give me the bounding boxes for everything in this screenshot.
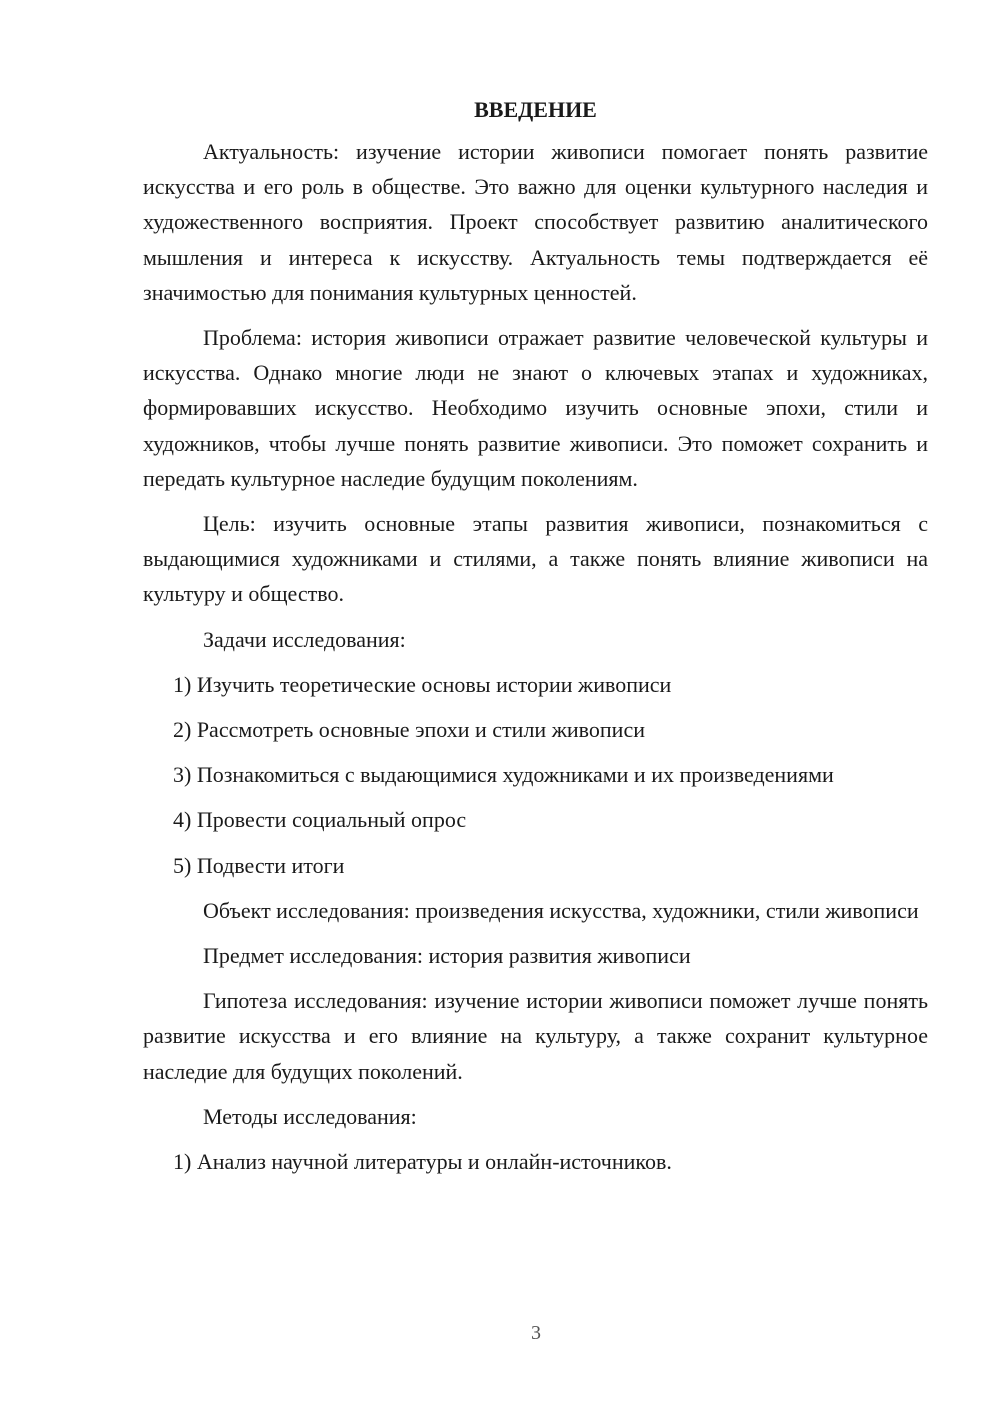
hypothesis-paragraph: Гипотеза исследования: изучение истории живописи поможет лучше понять развитие искусства и его влияние на культуру, а также сохранит культурное наследие для будущих поколений. xyxy=(143,988,928,1084)
goal-paragraph: Цель: изучить основные этапы развития живописи, познакомиться с выдающимися художниками и стилями, а также понять влияние живописи на культуру и общество. xyxy=(143,511,928,607)
task-item: 4) Провести социальный опрос xyxy=(173,807,467,833)
methods-heading: Методы исследования: xyxy=(203,1103,417,1129)
problem-paragraph: Проблема: история живописи отражает развитие человеческой культуры и искусства. Однако многие люди не знают о ключевых этапах и художниках, формировавших искусство. Необходимо изучить основные эпохи, стили и художников, чтобы лучше понять развитие живописи. Это поможет сохранить и передать культурное наследие будущим поколениям. xyxy=(143,325,928,491)
page-content xyxy=(143,92,928,1189)
subject-paragraph: Предмет исследования: история развития живописи xyxy=(203,943,691,969)
task-item: 2) Рассмотреть основные эпохи и стили живописи xyxy=(173,717,645,743)
object-paragraph: Объект исследования: произведения искусства, художники, стили живописи xyxy=(203,897,919,923)
relevance-paragraph: Актуальность: изучение истории живописи помогает понять развитие искусства и его роль в обществе. Это важно для оценки культурного наследия и художественного восприятия. Проект способствует развитию аналитического мышления и интереса к искусству. Актуальность темы подтверждается её значимостью для понимания культурных ценностей. xyxy=(143,139,928,305)
tasks-heading: Задачи исследования: xyxy=(203,626,406,652)
page-title: ВВЕДЕНИЕ xyxy=(474,97,597,122)
page-number: 3 xyxy=(531,1322,541,1344)
task-item: 3) Познакомиться с выдающимися художниками и их произведениями xyxy=(173,762,834,788)
task-item: 5) Подвести итоги xyxy=(173,852,345,878)
task-item: 1) Изучить теоретические основы истории живописи xyxy=(173,671,672,697)
method-item: 1) Анализ научной литературы и онлайн-источников. xyxy=(173,1149,672,1175)
